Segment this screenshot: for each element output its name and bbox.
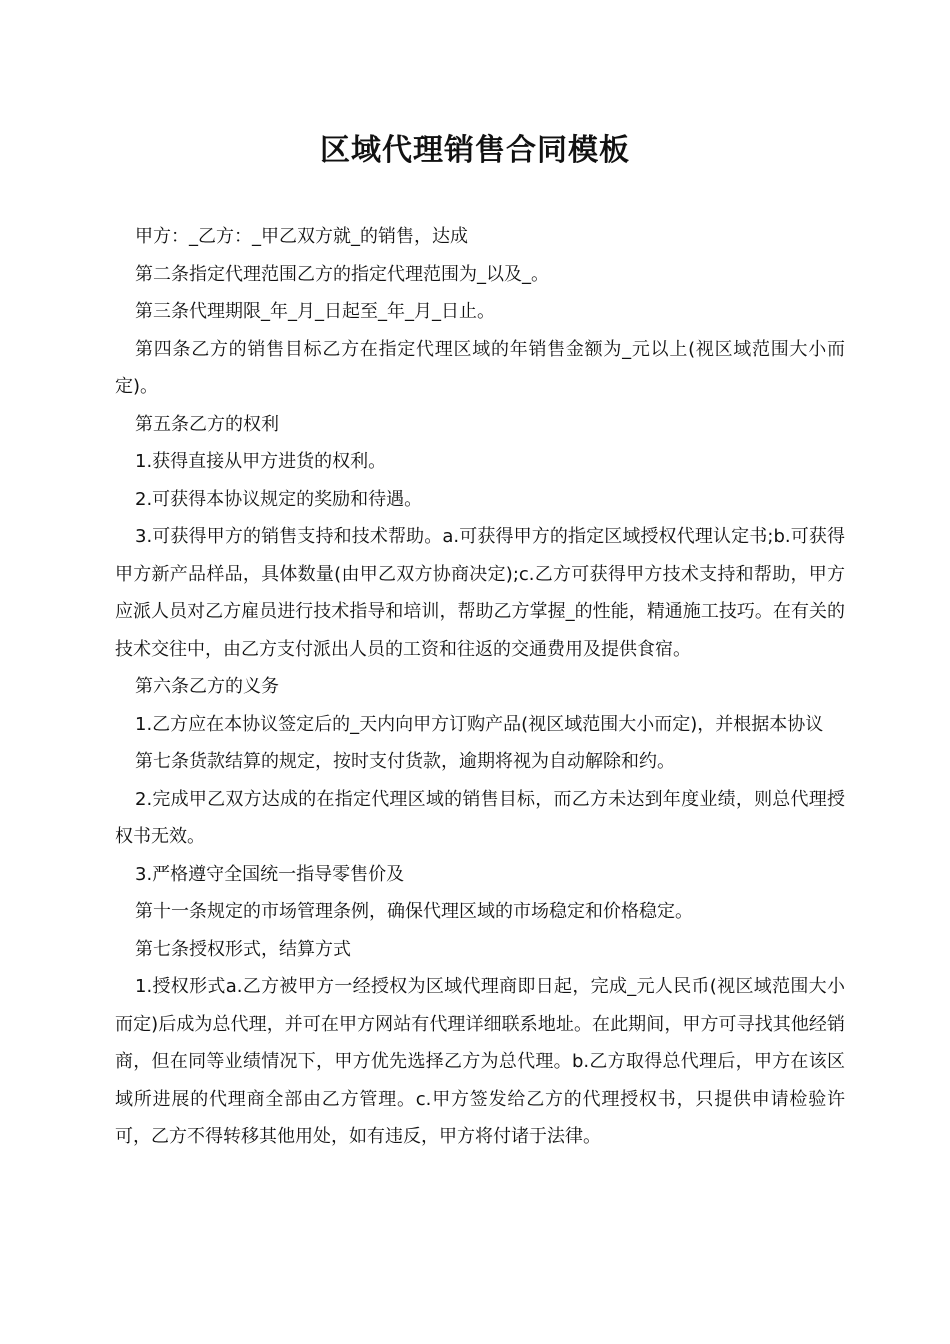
- paragraph-parties: 甲方：_乙方：_甲乙双方就_的销售，达成: [135, 226, 468, 247]
- paragraph-article-4-target: 第四条乙方的销售目标乙方在指定代理区域的年销售金额为_元以上(视区域范围大小而定)。: [115, 338, 845, 397]
- paragraph-duty-3: 3.严格遵守全国统一指导零售价及: [135, 863, 405, 885]
- paragraph-duty-2: 2.完成甲乙双方达成的在指定代理区域的销售目标，而乙方未达到年度业绩，则总代理授权书无效。: [115, 788, 845, 847]
- paragraph-authorization-1: 1.授权形式a.乙方被甲方一经授权为区域代理商即日起，完成_元人民币(视区域范围大小而定)后成为总代理，并可在甲方网站有代理详细联系地址。在此期间，甲方可寻找其他经销商，但在同等业绩情况下，甲方优先选择乙方为总代理。b.乙方取得总代理后，甲方在该区域所进展的代理商全部由乙方管理。c.甲方签发给乙方的代理授权书，只提供申请检验许可，乙方不得转移其他用处，如有违反，甲方将付诸于法律。: [115, 976, 845, 1147]
- paragraph-article-2-scope: 第二条指定代理范围乙方的指定代理范围为_以及_。: [135, 263, 549, 285]
- paragraph-duty-1: 1.乙方应在本协议签定后的_天内向甲方订购产品(视区域范围大小而定)，并根据本协议: [135, 713, 824, 735]
- paragraph-article-7-payment: 第七条货款结算的规定，按时支付货款，逾期将视为自动解除和约。: [135, 751, 675, 772]
- contract-body: [115, 218, 845, 1156]
- paragraph-article-11: 第十一条规定的市场管理条例，确保代理区域的市场稳定和价格稳定。: [135, 901, 693, 922]
- paragraph-article-5-heading: 第五条乙方的权利: [135, 413, 279, 435]
- paragraph-right-2: 2.可获得本协议规定的奖励和待遇。: [135, 488, 423, 510]
- paragraph-article-6-heading: 第六条乙方的义务: [135, 676, 279, 697]
- paragraph-right-3: 3.可获得甲方的销售支持和技术帮助。a.可获得甲方的指定区域授权代理认定书;b.可获得甲方新产品样品，具体数量(由甲乙双方协商决定);c.乙方可获得甲方技术支持和帮助，甲方应派人员对乙方雇员进行技术指导和培训，帮助乙方掌握_的性能，精通施工技巧。在有关的技术交往中，由乙方支付派出人员的工资和往返的交通费用及提供食宿。: [115, 526, 845, 660]
- paragraph-right-1: 1.获得直接从甲方进货的权利。: [135, 451, 387, 472]
- document-title: 区域代理销售合同模板: [320, 133, 630, 168]
- paragraph-article-3-term: 第三条代理期限_年_月_日起至_年_月_日止。: [135, 301, 495, 322]
- paragraph-article-7-authorization-heading: 第七条授权形式，结算方式: [135, 938, 351, 960]
